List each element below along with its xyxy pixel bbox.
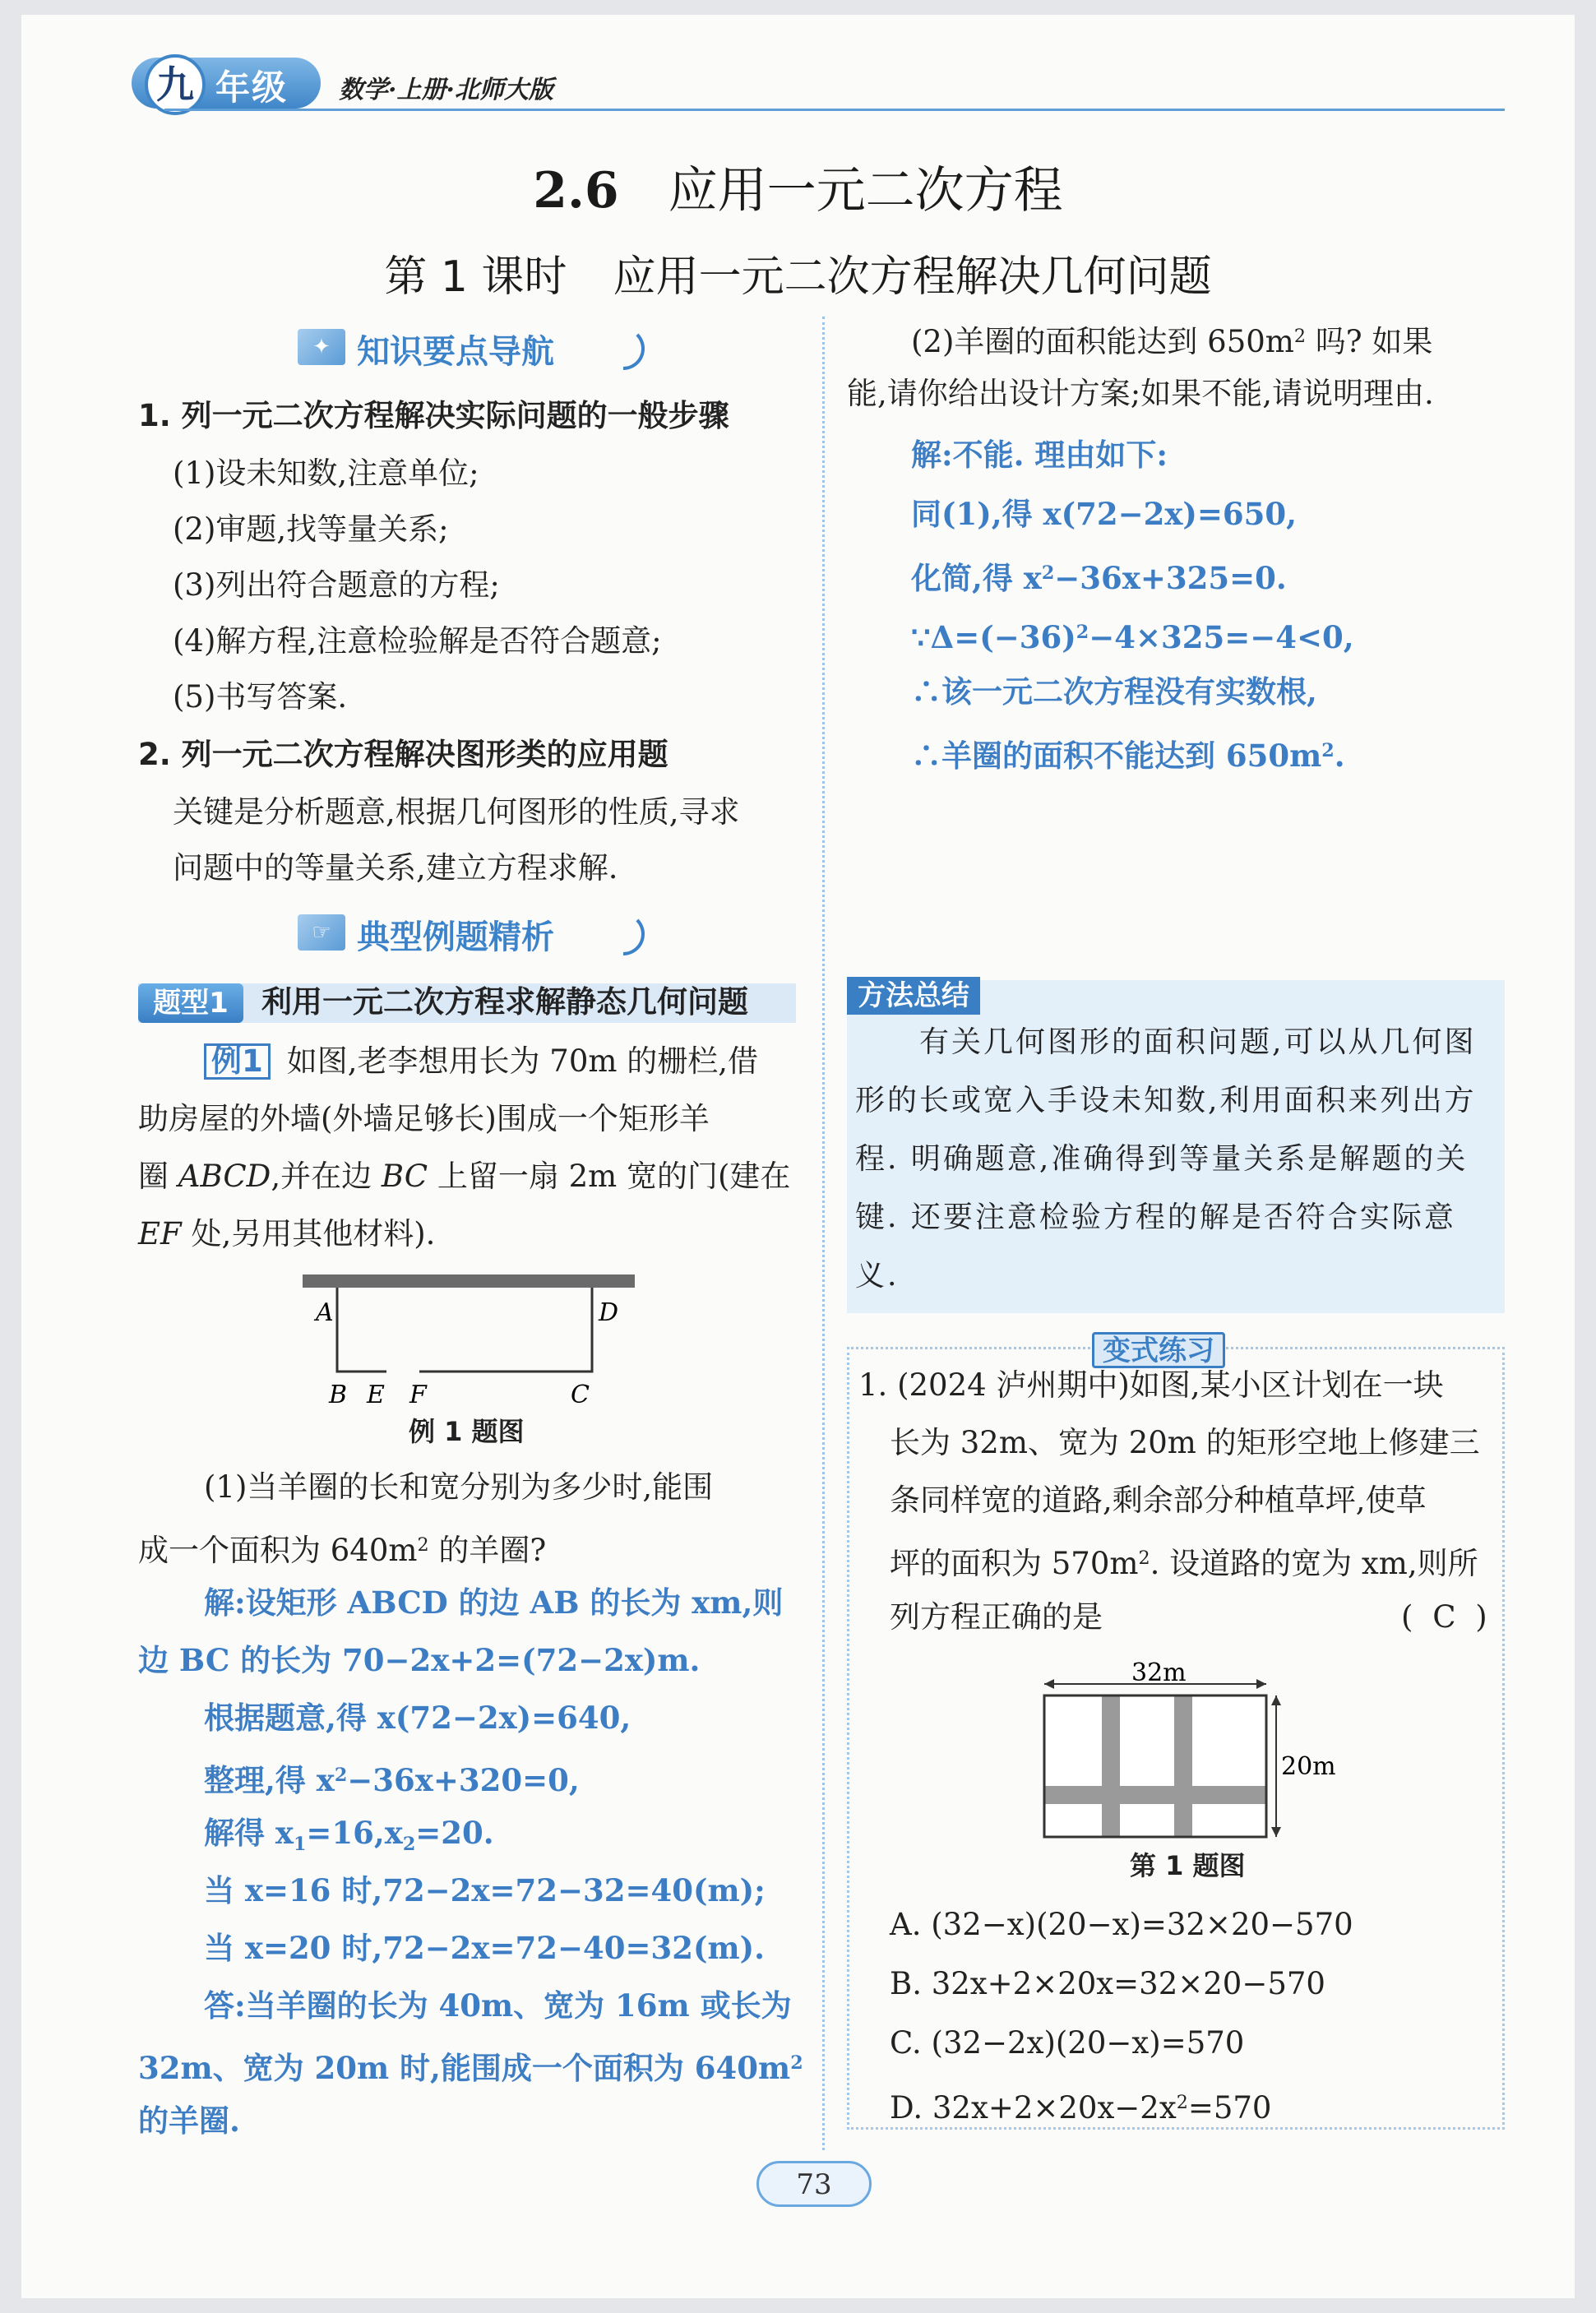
header-rule <box>164 109 1505 111</box>
method-summary-tag: 方法总结 <box>847 977 980 1015</box>
example-figure-caption: 例 1 题图 <box>409 1416 525 1447</box>
label-c: C <box>571 1381 590 1409</box>
label-f: F <box>409 1381 427 1409</box>
practice-figure-caption: 第 1 题图 <box>1130 1850 1246 1881</box>
label-d: D <box>599 1298 619 1327</box>
solution1-line9: 32m、宽为 20m 时,能围成一个面积为 $640m^2$ <box>138 2050 803 2087</box>
label-b: B <box>329 1381 348 1409</box>
knowledge-item1-title: 1. 列一元二次方程解决实际问题的一般步骤 <box>138 398 729 433</box>
step-4: (4)解方程,注意检验解是否符合题意; <box>173 623 662 659</box>
practice1-line2: 长为 32m、宽为 20m 的矩形空地上修建三 <box>890 1425 1480 1460</box>
example-line4: EF 处,另用其他材料). <box>138 1216 436 1251</box>
grade-text: 年级 <box>215 67 289 108</box>
solution1-line7: 当 x=20 时,72−2x=72−40=32(m). <box>204 1930 766 1966</box>
knowledge-item2-title: 2. 列一元二次方程解决图形类的应用题 <box>138 737 668 772</box>
page-number: 73 <box>756 2161 872 2207</box>
field-rect <box>1044 1695 1266 1837</box>
solution1-line4: 整理,得 $x^2-36x+320=0$, <box>204 1762 580 1799</box>
practice1-line3: 条同样宽的道路,剩余部分种植草坪,使草 <box>890 1483 1427 1518</box>
type-tag: 题型1 <box>138 983 243 1023</box>
lesson-title: 第 1 课时 应用一元二次方程解决几何问题 <box>384 252 1212 302</box>
grade-char: 九 <box>145 54 206 115</box>
example-line1: 例1 如图,老李想用长为 70m 的栅栏,借 <box>204 1043 758 1080</box>
house-wall <box>303 1274 635 1288</box>
knowledge-item2-line2: 问题中的等量关系,建立方程求解. <box>173 850 618 886</box>
solution2-line3: 化简,得 $x^2-36x+325=0$. <box>911 560 1287 597</box>
option-d: D. $32x+2\times 20x-2x^2=570$ <box>890 2090 1272 2126</box>
question2-line2: 能,请你给出设计方案;如果不能,请说明理由. <box>847 376 1434 411</box>
section-title: 2.6 应用一元二次方程 <box>533 162 1063 220</box>
column-divider <box>822 317 825 2150</box>
question1-line1: (1)当羊圈的长和宽分别为多少时,能围 <box>204 1469 714 1505</box>
example-line2: 助房屋的外墙(外墙足够长)围成一个矩形羊 <box>138 1101 710 1136</box>
lightbulb-icon: ✦ <box>298 329 345 365</box>
method-summary-text: 有关几何图形的面积问题,可以从几何图形的长或宽入手设未知数,利用面积来列出方程. 明确题意,准确得到等量关系是解题的关键. 还要注意检验方程的解是否符合实际意义. <box>855 1025 1477 1293</box>
knowledge-item2-line1: 关键是分析题意,根据几何图形的性质,寻求 <box>173 794 740 830</box>
option-b: B. 32x+2×20x=32×20−570 <box>890 1966 1325 2001</box>
example-figure <box>296 1266 641 1416</box>
solution2-line2: 同(1),得 x(72−2x)=650, <box>911 496 1298 532</box>
solution1-line3: 根据题意,得 x(72−2x)=640, <box>204 1700 631 1736</box>
question2-line1: (2)羊圈的面积能达到 $650m^2$ 吗? 如果 <box>911 324 1433 360</box>
book-info: 数学·上册·北师大版 <box>339 76 553 104</box>
type-title: 利用一元二次方程求解静态几何问题 <box>261 984 748 1020</box>
solution1-line6: 当 x=16 时,72−2x=72−32=40(m); <box>204 1872 766 1908</box>
step-2: (2)审题,找等量关系; <box>173 511 449 547</box>
fence-left <box>337 1288 386 1372</box>
solution1-line2: 边 BC 的长为 70−2x+2=(72−2x)m. <box>138 1642 701 1678</box>
practice-figure <box>1033 1659 1345 1840</box>
solution1-line8: 答:当羊圈的长为 40m、宽为 16m 或长为 <box>204 1987 792 2024</box>
solution2-line5: ∴该一元二次方程没有实数根, <box>911 673 1317 710</box>
pointer-hand-icon: ☞ <box>298 914 345 951</box>
question1-line2: 成一个面积为 $640m^2$ 的羊圈? <box>138 1533 547 1569</box>
practice1-line5: 列方程正确的是 <box>890 1599 1103 1635</box>
practice1-answer: ( C ) <box>1401 1599 1492 1635</box>
solution1-line1: 解:设矩形 ABCD 的边 AB 的长为 xm,则 <box>204 1584 784 1621</box>
fence-right <box>419 1288 592 1372</box>
solution2-line6: ∴羊圈的面积不能达到 $650m^2$. <box>911 738 1345 775</box>
typical-banner: ☞ 典型例题精析 <box>298 908 651 955</box>
option-c: C. (32−2x)(20−x)=570 <box>890 2025 1245 2061</box>
road-1 <box>1102 1695 1120 1837</box>
example-line3: 圈 ABCD,并在边 BC 上留一扇 2m 宽的门(建在 <box>138 1159 791 1194</box>
solution1-line10: 的羊圈. <box>138 2103 240 2139</box>
label-a: A <box>316 1298 334 1327</box>
solution1-line5: 解得 $x_1=16,x_2=20$. <box>204 1815 494 1855</box>
road-2 <box>1174 1695 1192 1837</box>
solution2-line4: $\because\Delta=(-36)^2-4\times 325=-4<0$, <box>911 619 1354 656</box>
example-label: 例1 <box>204 1043 271 1080</box>
fig-width-label: 32m <box>1131 1659 1187 1687</box>
practice-tag: 变式练习 <box>1092 1332 1225 1368</box>
road-3 <box>1044 1786 1266 1804</box>
option-a: A. (32−x)(20−x)=32×20−570 <box>890 1907 1353 1942</box>
step-1: (1)设未知数,注意单位; <box>173 456 479 491</box>
solution2-line1: 解:不能. 理由如下: <box>911 437 1168 473</box>
fig-height-label: 20m <box>1281 1752 1336 1781</box>
practice1-line4: 坪的面积为 $570m^2$. 设道路的宽为 xm,则所 <box>890 1546 1478 1582</box>
label-e: E <box>367 1381 385 1409</box>
knowledge-banner: ✦ 知识要点导航 <box>298 322 651 370</box>
practice1-line1: 1. (2024 泸州期中)如图,某小区计划在一块 <box>858 1367 1444 1403</box>
step-5: (5)书写答案. <box>173 679 348 715</box>
step-3: (3)列出符合题意的方程; <box>173 567 500 603</box>
